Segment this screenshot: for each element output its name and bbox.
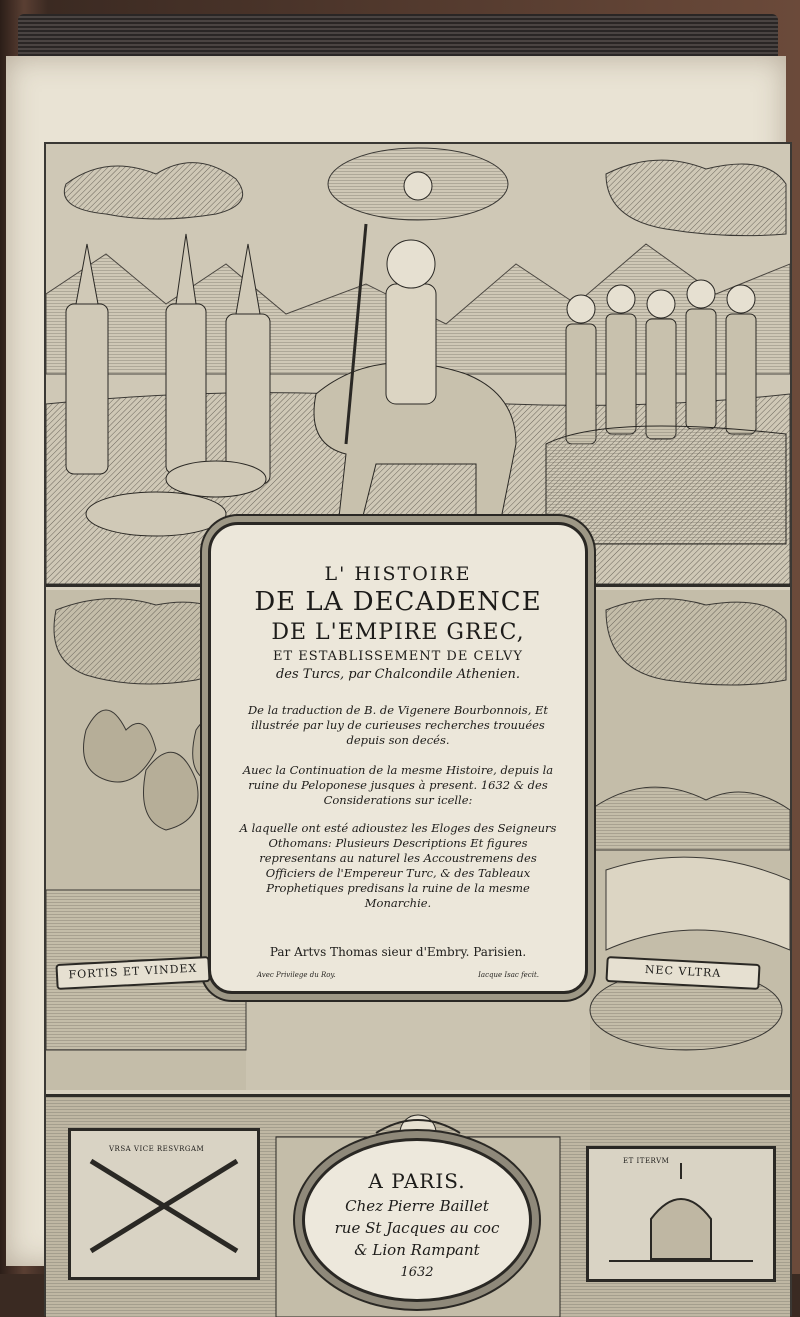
author-byline: Par Artvs Thomas sieur d'Embry. Parisien. xyxy=(269,945,527,959)
privilege-note: Avec Privilege du Roy. xyxy=(257,971,336,979)
banner-right: NEC VLTRA xyxy=(605,956,760,990)
sultan-procession-scene xyxy=(46,144,790,587)
domed-temple-plaque xyxy=(586,1146,776,1282)
imprint-oval xyxy=(302,1138,532,1302)
imprint-year: 1632 xyxy=(400,1265,434,1280)
banner-left: FORTIS ET VINDEX xyxy=(55,956,210,990)
plaque-motto-left: VRSA VICE RESVRGAM xyxy=(109,1145,205,1153)
translation-note: De la traduction de B. de Vigenere Bourbonnois, Et illustrée par luy de curieuses recherches trouuées depuis son decés. xyxy=(247,703,549,747)
title-line-5: des Turcs, par Chalcondile Athenien. xyxy=(275,667,521,682)
title-line-3: DE L'EMPIRE GREC, xyxy=(271,620,525,645)
title-cartouche xyxy=(208,522,588,994)
additions-note: A laquelle ont esté adioustez les Eloges des Seigneurs Othomans: Plusieurs Descriptions Et figures representans au naturel les Accoustremens des Officiers de l'Empereur Turc, & des Tableaux Prophetiques predisans la ruine de la mesme Monarchie. xyxy=(239,821,557,910)
title-line-4: ET ESTABLISSEMENT DE CELVY xyxy=(273,649,523,664)
title-page-leaf xyxy=(6,56,786,1280)
crossed-sceptres-plaque xyxy=(68,1128,260,1280)
plaque-motto-right: ET ITERVM xyxy=(623,1157,670,1165)
imprint-city: A PARIS. xyxy=(368,1169,466,1193)
continuation-note: Auec la Continuation de la mesme Histoire, depuis la ruine du Peloponese jusques à present. 1632 & des Considerations sur icelle: xyxy=(242,763,554,807)
engraver-credit: Iacque Isac fecit. xyxy=(478,971,539,979)
title-line-1: L' HISTOIRE xyxy=(324,563,472,585)
imprint-sign: & Lion Rampant xyxy=(354,1241,480,1259)
imprint-publisher: Chez Pierre Baillet xyxy=(345,1197,489,1215)
title-line-2: DE LA DECADENCE xyxy=(254,587,542,617)
domed-temple-icon xyxy=(589,1149,773,1279)
procession-engraving xyxy=(46,144,790,584)
imprint-street: rue St Jacques au coc xyxy=(334,1219,500,1237)
